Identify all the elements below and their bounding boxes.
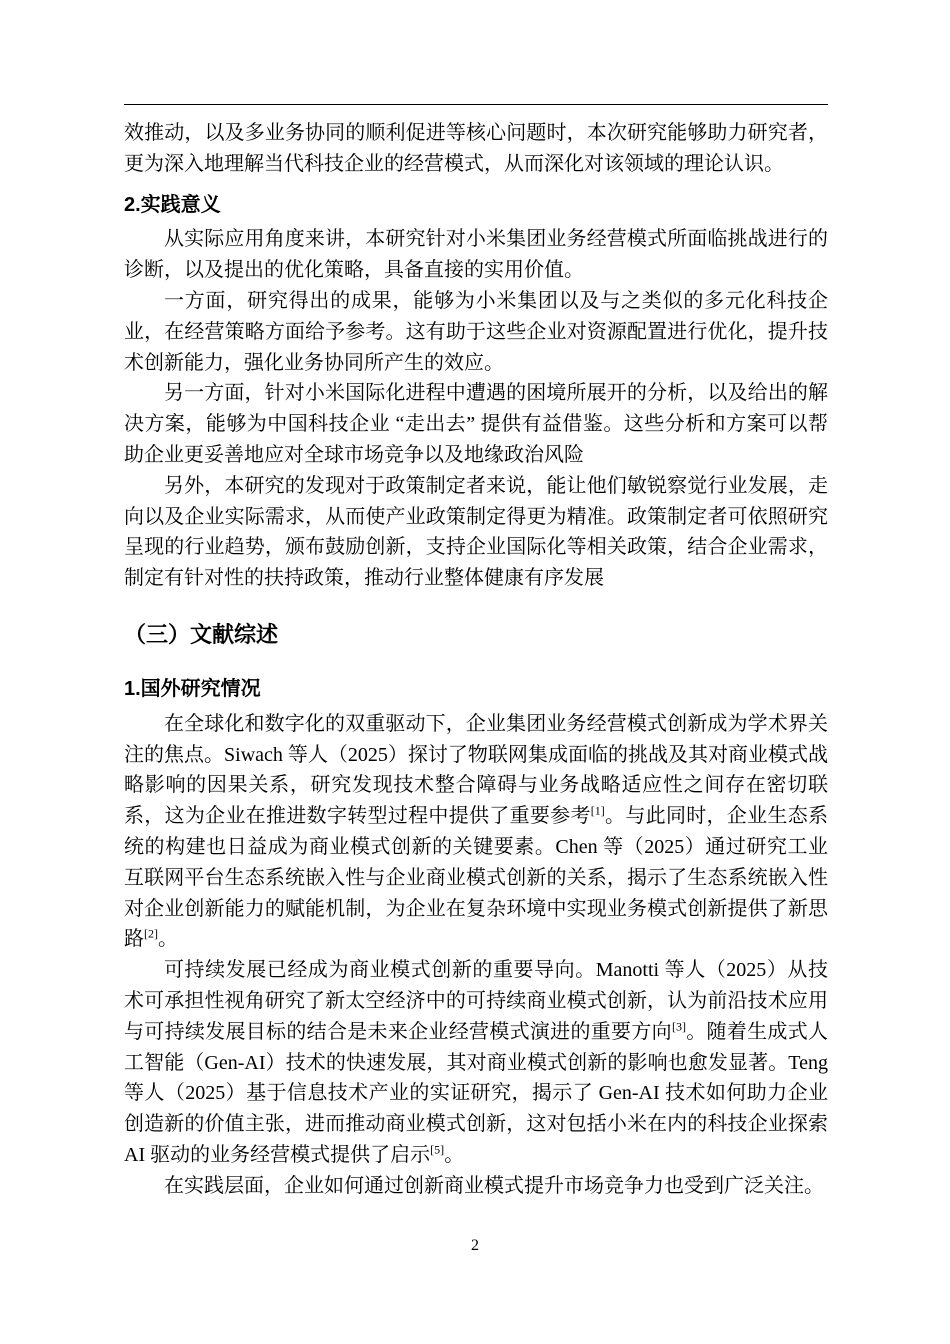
heading-literature-review: （三）文献综述 (124, 621, 279, 647)
citation-reference: [3] (671, 1019, 686, 1034)
heading-foreign-research: 1.国外研究情况 (124, 677, 261, 700)
paragraph-policy-makers: 另外，本研究的发现对于政策制定者来说，能让他们敏锐察觉行业发展，走向以及企业实际需求，从而使产业政策制定得更为精准。政策制定者可依照研究呈现的行业趋势，颁布鼓励创新，支持企业国际化等相关政策，结合企业需求，制定有针对性的扶持政策，推动行业整体健康有序发展 (124, 474, 828, 590)
page-number: 2 (471, 1237, 479, 1254)
heading-practical-significance: 2.实践意义 (124, 193, 221, 216)
paragraph-one-hand: 一方面，研究得出的成果，能够为小米集团以及与之类似的多元化科技企业，在经营策略方面给予参考。这有助于这些企业对资源配置进行优化，提升技术创新能力，强化业务协同所产生的效应。 (124, 289, 828, 374)
citation-reference: [1] (590, 803, 605, 818)
page-footer (0, 1237, 950, 1255)
document-content (124, 105, 828, 1202)
paragraph-continuation: 效推动，以及多业务协同的顺利促进等核心问题时，本次研究能够助力研究者，更为深入地理解当代科技企业的经营模式，从而深化对该领域的理论认识。 (124, 122, 828, 175)
paragraph-practical-value: 从实际应用角度来讲，本研究针对小米集团业务经营模式所面临挑战进行的诊断，以及提出的优化策略，具备直接的实用价值。 (124, 228, 828, 282)
paragraph-practice-level: 在实践层面，企业如何通过创新商业模式提升市场竞争力也受到广泛关注。 (164, 1174, 824, 1197)
paragraph-other-hand: 另一方面，针对小米国际化进程中遭遇的困境所展开的分析，以及给出的解决方案，能够为中国科技企业 “走出去” 提供有益借鉴。这些分析和方案可以帮助企业更妥善地应对全球市场竞争以及地缘政治风险 (124, 382, 828, 466)
citation-reference: [5] (430, 1142, 445, 1157)
paragraph-foreign-research-1: 在全球化和数字化的双重驱动下，企业集团业务经营模式创新成为学术界关注的焦点。Siwach 等人（2025）探讨了物联网集成面临的挑战及其对商业模式战略影响的因果关系，研究发现技术整合障碍与业务战略适应性之间存在密切联系，这为企业在推进数字转型过程中提供了重要参考[1]。与此同时，企业生态系统的构建也日益成为商业模式创新的关键要素。Chen 等（2025）通过研究工业互联网平台生态系统嵌入性与企业商业模式创新的关系，揭示了生态系统嵌入性对企业创新能力的赋能机制，为企业在复杂环境中实现业务模式创新提供了新思路[2]。 (124, 712, 829, 951)
paragraph-foreign-research-2: 可持续发展已经成为商业模式创新的重要导向。Manotti 等人（2025）从技术可承担性视角研究了新太空经济中的可持续商业模式创新，认为前沿技术应用与可持续发展目标的结合是未来企业经营模式演进的重要方向[3]。随着生成式人工智能（Gen-AI）技术的快速发展，其对商业模式创新的影响也愈发显著。Teng 等人（2025）基于信息技术产业的实证研究，揭示了 Gen-AI 技术如何助力企业创造新的价值主张，进而推动商业模式创新，这对包括小米在内的科技企业探索 AI 驱动的业务经营模式提供了启示[5]。 (124, 959, 829, 1166)
citation-reference: [2] (144, 926, 158, 941)
